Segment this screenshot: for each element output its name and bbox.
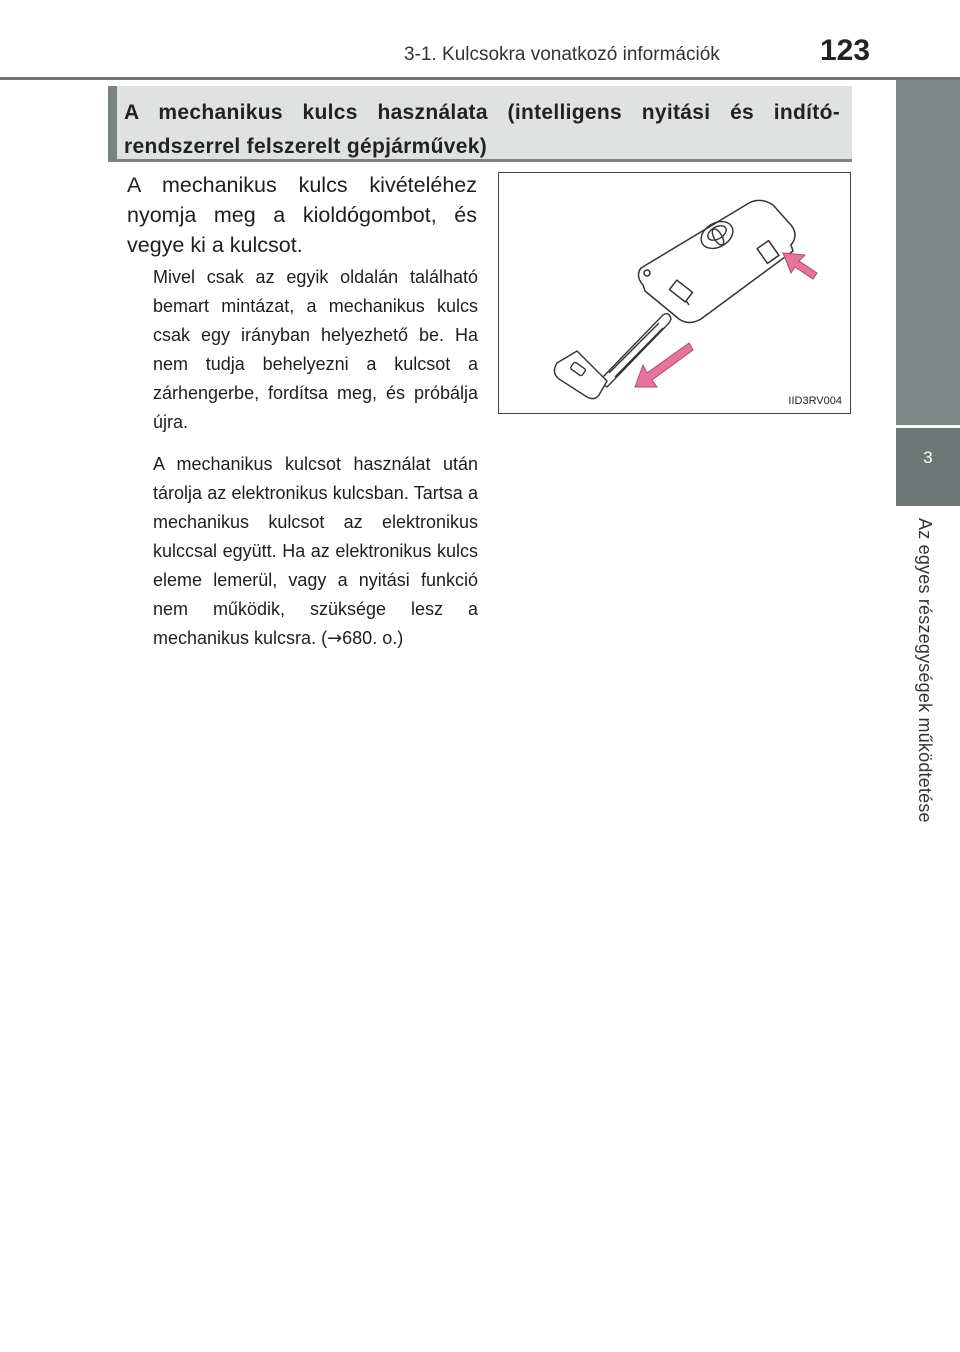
page-reference-arrow: →: [327, 628, 343, 649]
header-rule: [0, 77, 960, 80]
side-tab-band: [896, 80, 960, 425]
storage-paragraph: [153, 450, 478, 653]
lead-instruction: A mechanikus kulcs kivételéhez nyomja meg a kioldógombot, és vegye ki a kulcsot.: [127, 173, 477, 257]
section-title: A mechanikus kulcs használata (intelligens nyitási és indító-rendszerrel felszerelt gépjárművek): [124, 101, 840, 158]
header-title: 3-1. Kulcsokra vonatkozó információk: [404, 44, 720, 65]
release-button-arrow: [783, 253, 817, 279]
key-figure: [498, 172, 851, 414]
note-paragraph: Mivel csak az egyik oldalán található bemart mintázat, a mechanikus kulcs csak egy irányban helyezhető be. Ha nem tudja behelyezni a kulcsot a zárhengerbe, fordítsa meg, és próbálja újra.: [153, 267, 478, 432]
key-fob: [638, 200, 795, 322]
figure-code: IID3RV004: [788, 395, 842, 407]
page-number: 123: [820, 34, 871, 67]
chapter-number-tab: 3: [896, 428, 960, 506]
chapter-label: Az egyes részegységek működtetése: [915, 518, 935, 823]
storage-text: A mechanikus kulcsot használat után tárolja az elektronikus kulcsban. Tartsa a mechanikus kulcsot az elektronikus kulccsal együtt. Ha az elektronikus kulcs eleme lemerül, vagy a nyitási funkció nem működik, szüksége lesz a mechanikus kulcsra. (: [153, 454, 478, 648]
key-illustration: [499, 173, 852, 415]
page-reference-link[interactable]: 680. o.): [342, 628, 404, 648]
